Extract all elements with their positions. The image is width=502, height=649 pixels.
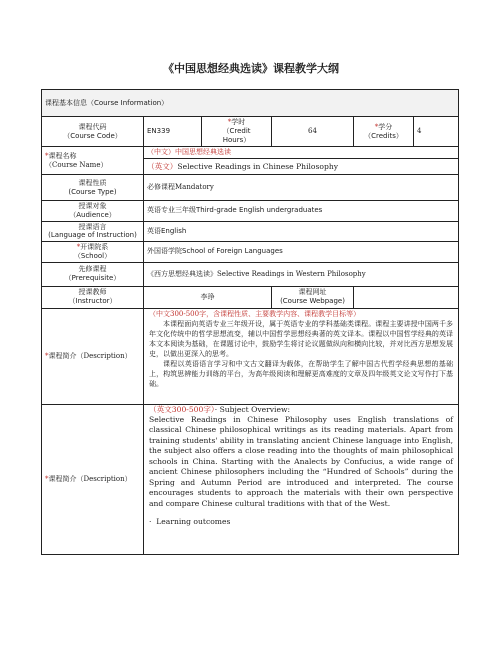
webpage-value <box>354 286 459 308</box>
course-type-row: 课程性质 (Course Type) 必修课程Mandatory <box>42 175 459 201</box>
description-cn-text: （中文300-500字，含课程性质、主要教学内容、课程教学目标等） 本课程面向英语专业三年级开设，属于英语专业的学科基础类课程。课程主要讲授中国两千多年文化传统中的哲学思想流变，辅以中国哲学思想经典著的英文译本。课程以中国哲学经典的英译本文本阅读为基础，在课题讨论中，鼓励学生将讨论议题做纵向和横向比较，并对比西方思想发展史，以做出更深入的思考。 课程以英语语言学习和中文古文翻译为载体，在帮助学生了解中国古代哲学经典思想的基础上，构筑思辨能力训练的平台，为高年级阅读和理解更高难度的文章及四年级英文论文写作打下基础。 <box>144 308 459 404</box>
description-cn-label: *课程简介（Description） <box>42 308 144 404</box>
credits-label: *学分 （Credits） <box>354 117 414 147</box>
prerequisite-row: 先修课程 （Prerequisite） 《西方思想经典选读》Selective Readings in Western Philosophy <box>42 262 459 286</box>
credit-hours-value: 64 <box>272 117 354 147</box>
school-value: 外国语学院School of Foreign Languages <box>144 242 459 263</box>
language-value: 英语English <box>144 221 459 242</box>
description-en-label: *课程简介（Description） <box>42 404 144 554</box>
description-en-text: （英文300-500字）· Subject Overview: Selective Readings in Chinese Philosophy uses English translations of classical Chinese philosophical writings as its reading materials. Apart from training students' ability in translating ancient Chinese language into English, the subject also offers a close reading into the thoughts of main philosophical schools in China. Starting with the Analects by Confucius, a wide range of ancient Chinese philosophers including the “Hundred of Schools” during the Spring and Autumn Period are introduced and interpreted. The course encourages students to approach the materials with their own perspective and compare Chinese cultural traditions with that of the West. · Learning outcomes <box>144 404 459 554</box>
audience-value: 英语专业三年级Third-grade English undergraduates <box>144 201 459 222</box>
course-info-table <box>41 89 459 555</box>
course-code-value: EN339 <box>144 117 202 147</box>
description-en-row <box>42 404 459 554</box>
audience-row: 授课对象 （Audience） 英语专业三年级Third-grade English undergraduates <box>42 201 459 222</box>
course-type-value: 必修课程Mandatory <box>144 175 459 201</box>
course-name-en: （英文）Selective Readings in Chinese Philosophy <box>144 159 459 175</box>
course-code-row <box>42 117 459 147</box>
course-code-label: 课程代码 （Course Code） <box>42 117 144 147</box>
prerequisite-value: 《西方思想经典选读》Selective Readings in Western Philosophy <box>144 262 459 286</box>
page-title: 《中国思想经典选读》课程教学大纲 <box>163 62 339 75</box>
section-header: 课程基本信息（Course Information） <box>42 90 459 117</box>
webpage-label: 课程网址 (Course Webpage) <box>272 286 354 308</box>
course-name-cn-row <box>42 147 459 159</box>
instructor-value: 李琤 <box>144 286 272 308</box>
course-name-label: *课程名称 （Course Name） <box>42 147 144 175</box>
school-row: *开课院系 （School） 外国语学院School of Foreign Languages <box>42 242 459 263</box>
section-header-row <box>42 90 459 117</box>
credits-value: 4 <box>414 117 459 147</box>
instructor-row: 授课教师 （Instructor） 李琤 课程网址 (Course Webpage) <box>42 286 459 308</box>
course-name-cn: （中文）中国思想经典选读 <box>144 147 459 159</box>
description-cn-row <box>42 308 459 404</box>
language-row: 授课语言 (Language of Instruction) 英语English <box>42 221 459 242</box>
credit-hours-label: *学时 （Credit Hours） <box>202 117 272 147</box>
